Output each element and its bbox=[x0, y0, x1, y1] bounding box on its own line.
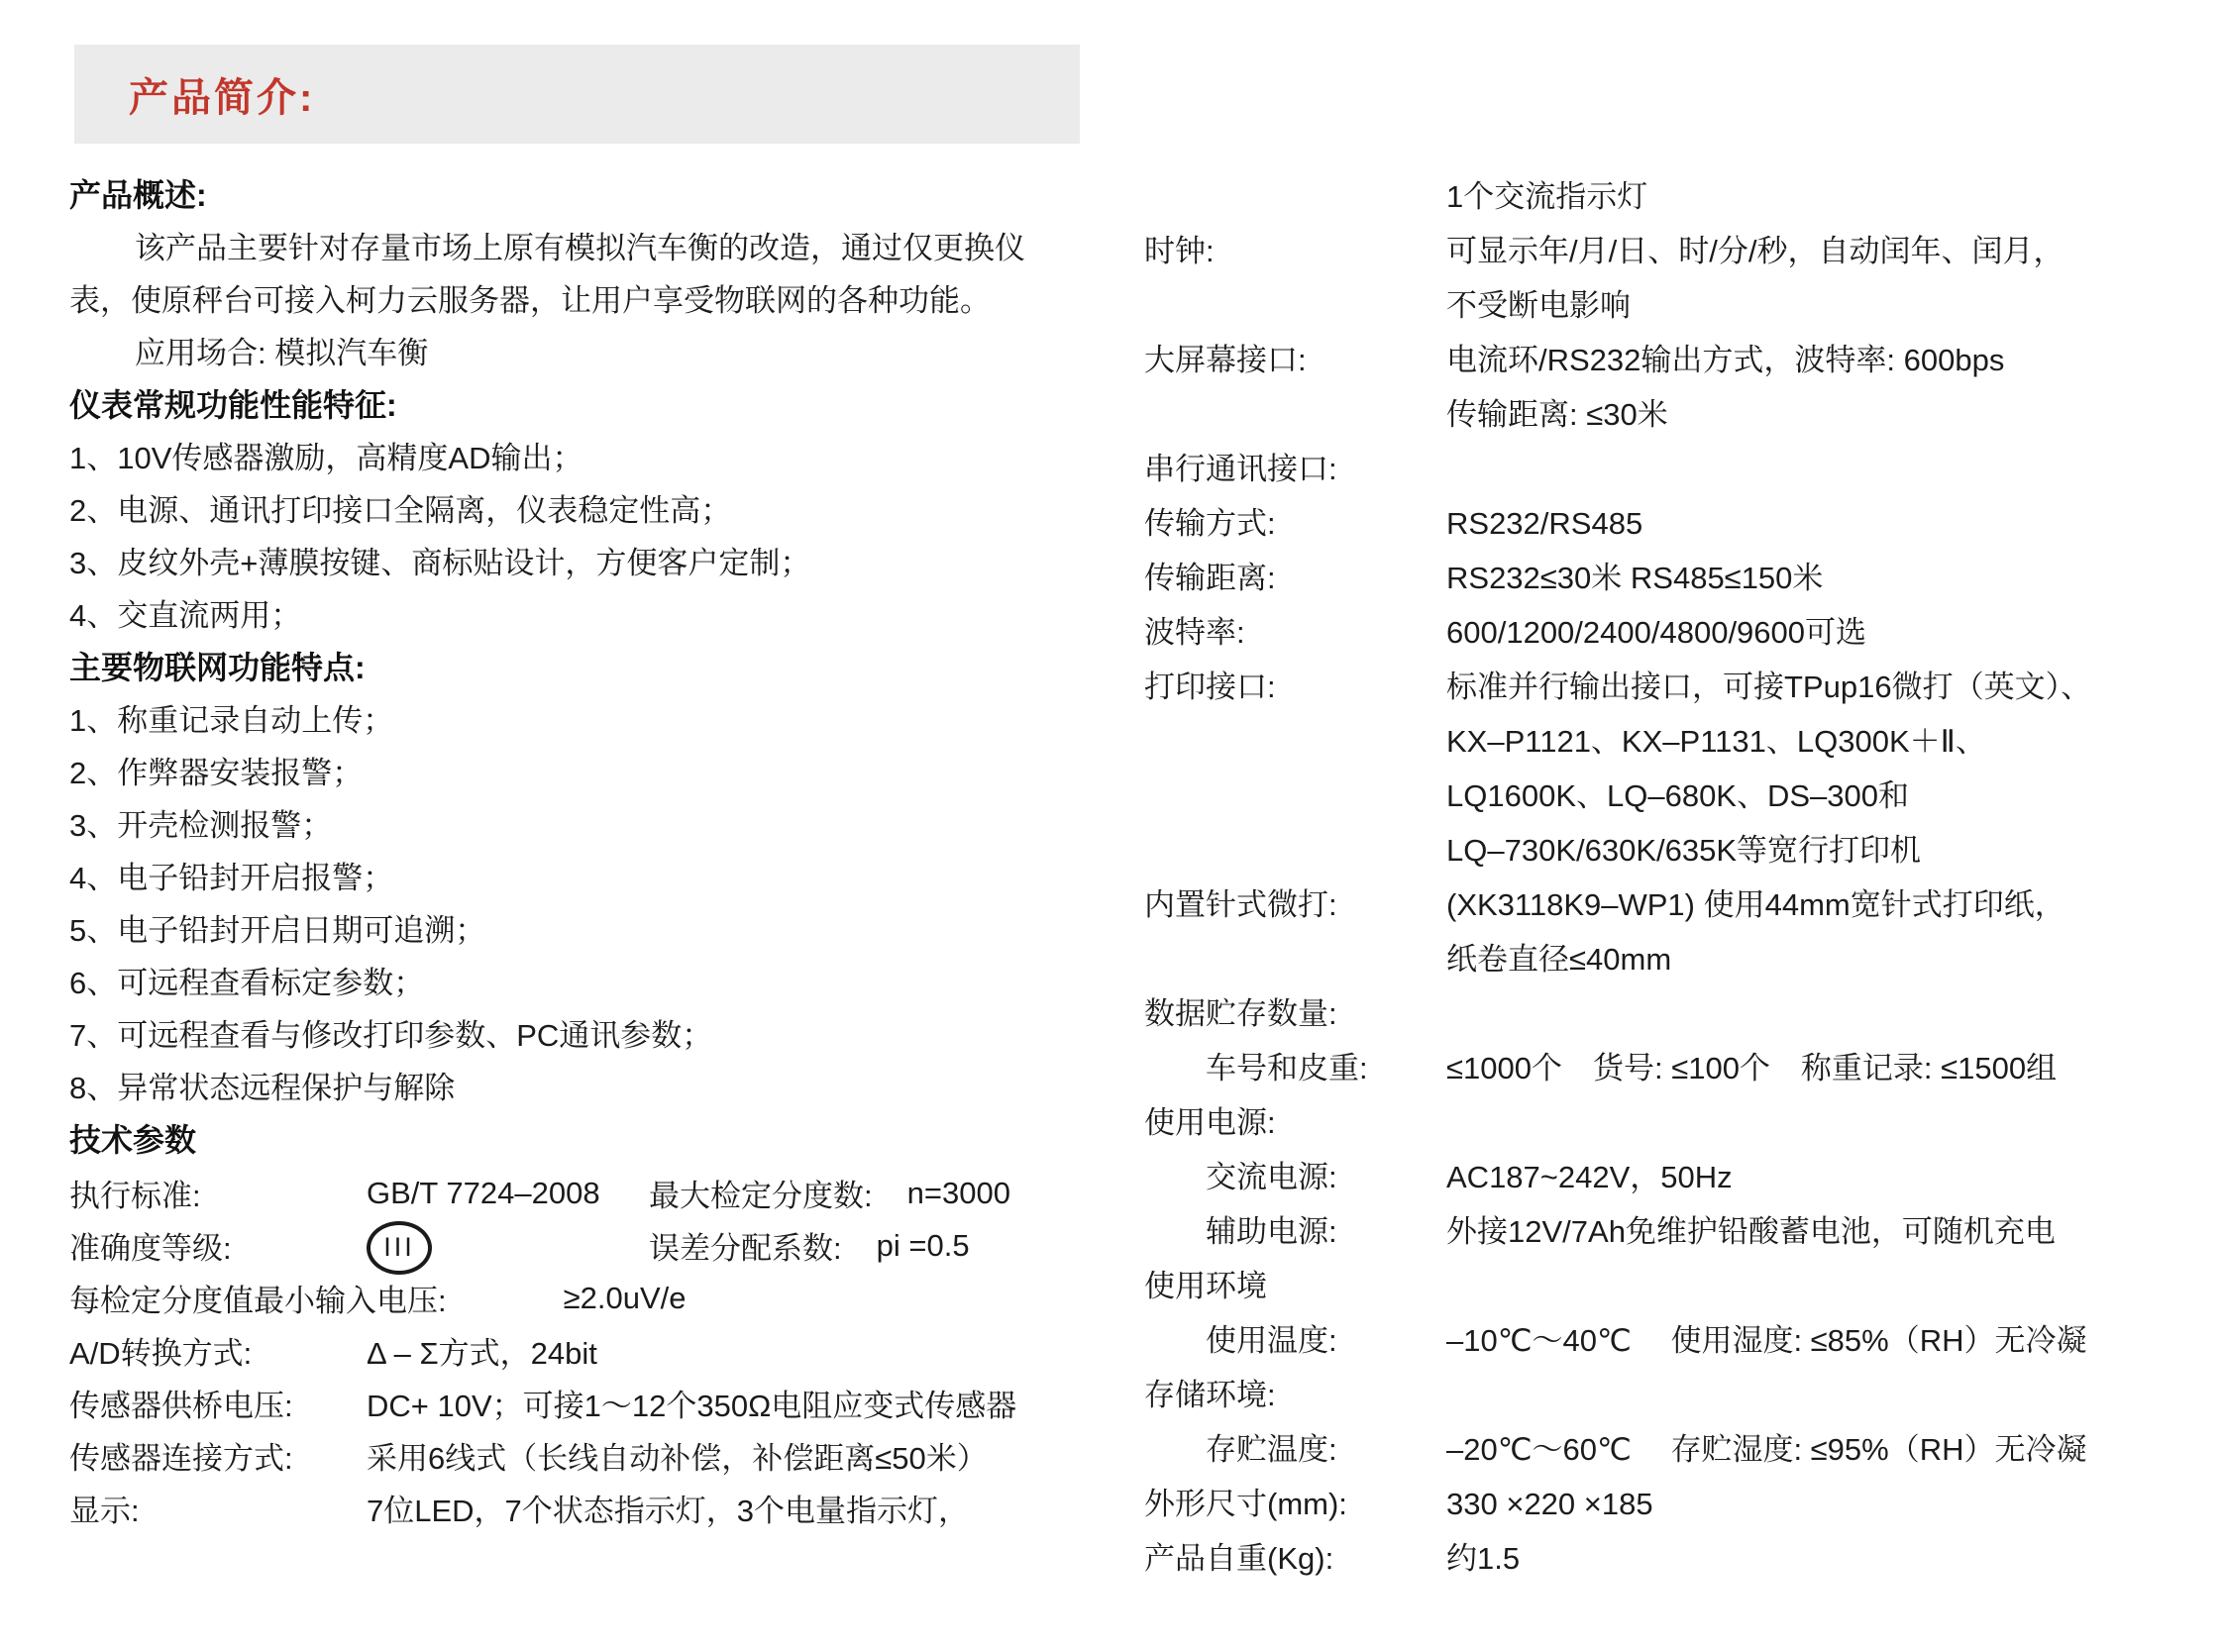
spec-value: AC187~242V，50Hz bbox=[1446, 1160, 1733, 1194]
spec-label: 波特率: bbox=[1144, 615, 1245, 650]
spec-label: 车号和皮重: bbox=[1206, 1051, 1368, 1085]
row-ac-indicator bbox=[1144, 169, 2223, 224]
spec-value: 纸卷直径≤40mm bbox=[1446, 942, 1672, 977]
row-clock bbox=[1144, 224, 2223, 333]
spec-label: 交流电源: bbox=[1206, 1160, 1337, 1194]
spec-label: 串行通讯接口: bbox=[1144, 452, 1337, 486]
spec-label: 产品自重(Kg): bbox=[1144, 1541, 1334, 1576]
row-truck-tare bbox=[1144, 1041, 2223, 1095]
spec-label: 误差分配系数: bbox=[649, 1231, 842, 1266]
spec-label: A/D转换方式: bbox=[69, 1336, 253, 1371]
page-title: 产品简介: bbox=[129, 75, 316, 120]
spec-value: LQ1600K、LQ–680K、DS–300和 bbox=[1446, 778, 1910, 813]
tech-row-ad-conversion bbox=[69, 1324, 1060, 1377]
spec-label: 辅助电源: bbox=[1206, 1214, 1337, 1249]
spec-value: –10℃～40℃ 使用湿度: ≤85%（RH）无冷凝 bbox=[1446, 1323, 2087, 1358]
spec-value: 标准并行输出接口，可接TPup16微打（英文）、 bbox=[1446, 670, 2092, 704]
tech-row-standard bbox=[69, 1167, 1060, 1219]
spec-value: 约1.5 bbox=[1446, 1541, 1521, 1576]
overview-paragraph-line: 该产品主要针对存量市场上原有模拟汽车衡的改造，通过仅更换仪 bbox=[135, 231, 1025, 265]
tech-row-bridge-voltage bbox=[69, 1377, 1060, 1429]
row-baud-rate bbox=[1144, 605, 2223, 660]
spec-value: 采用6线式（长线自动补偿，补偿距离≤50米） bbox=[367, 1441, 988, 1476]
spec-label: 存贮温度: bbox=[1206, 1432, 1337, 1467]
two-column-content bbox=[0, 169, 2223, 1586]
tech-heading: 技术参数 bbox=[69, 1122, 197, 1158]
spec-value: ≥2.0uV/e bbox=[563, 1280, 687, 1315]
accuracy-class-iii-symbol: III bbox=[367, 1221, 432, 1275]
feature-item: 4、交直流两用； bbox=[69, 598, 302, 633]
row-builtin-printer bbox=[1144, 878, 2223, 986]
tech-row-sensor-connection bbox=[69, 1429, 1060, 1482]
feature-item: 2、电源、通讯打印接口全隔离，仪表稳定性高； bbox=[69, 493, 732, 528]
spec-value: 可显示年/月/日、时/分/秒，自动闰年、闰月， bbox=[1446, 234, 2064, 268]
spec-value: GB/T 7724–2008 bbox=[367, 1175, 600, 1210]
features-heading: 仪表常规功能性能特征: bbox=[69, 387, 397, 423]
row-dimensions bbox=[1144, 1477, 2223, 1531]
spec-value: 不受断电影响 bbox=[1446, 288, 1631, 323]
spec-label: 传感器连接方式: bbox=[69, 1441, 293, 1476]
spec-label: 显示: bbox=[69, 1494, 140, 1528]
spec-value bbox=[367, 1219, 649, 1273]
spec-value: 600/1200/2400/4800/9600可选 bbox=[1446, 615, 1867, 650]
right-column bbox=[1144, 169, 2223, 1586]
row-transmission-mode bbox=[1144, 496, 2223, 551]
row-print-interface bbox=[1144, 660, 2223, 878]
spec-label: 大屏幕接口: bbox=[1144, 343, 1307, 377]
spec-label: 使用温度: bbox=[1206, 1323, 1337, 1358]
spec-value: LQ–730K/630K/635K等宽行打印机 bbox=[1446, 833, 1922, 868]
spec-value: 7位LED，7个状态指示灯，3个电量指示灯， bbox=[367, 1494, 970, 1528]
row-data-storage bbox=[1144, 986, 2223, 1041]
spec-label: 最大检定分度数: bbox=[649, 1179, 873, 1213]
spec-value: 外接12V/7Ah免维护铅酸蓄电池，可随机充电 bbox=[1446, 1214, 2056, 1249]
spec-label: 使用电源: bbox=[1144, 1105, 1276, 1140]
spec-label: 数据贮存数量: bbox=[1144, 996, 1337, 1031]
spec-label: 准确度等级: bbox=[69, 1231, 232, 1266]
spec-label: 传输距离: bbox=[1144, 561, 1276, 595]
product-spec-document bbox=[0, 45, 2223, 1652]
feature-item: 3、皮纹外壳+薄膜按键、商标贴设计，方便客户定制； bbox=[69, 546, 811, 580]
application-line: 应用场合: 模拟汽车衡 bbox=[135, 336, 429, 370]
row-serial-interface bbox=[1144, 442, 2223, 496]
row-operating-temperature bbox=[1144, 1313, 2223, 1368]
iot-item: 1、称重记录自动上传； bbox=[69, 703, 394, 738]
spec-label bbox=[1144, 169, 1446, 224]
spec-value: 330 ×220 ×185 bbox=[1446, 1487, 1653, 1521]
spec-label: 内置针式微打: bbox=[1144, 887, 1337, 922]
spec-label: 存储环境: bbox=[1144, 1378, 1276, 1412]
row-storage-environment bbox=[1144, 1368, 2223, 1422]
spec-value: ≤1000个 货号: ≤100个 称重记录: ≤1500组 bbox=[1446, 1051, 2058, 1085]
iot-item: 3、开壳检测报警； bbox=[69, 808, 333, 843]
iot-item: 2、作弊器安装报警； bbox=[69, 756, 364, 790]
spec-value: 电流环/RS232输出方式，波特率: 600bps bbox=[1446, 343, 2005, 377]
row-big-screen-interface bbox=[1144, 333, 2223, 442]
spec-value: KX–P1121、KX–P1131、LQ300K＋Ⅱ、 bbox=[1446, 724, 1986, 759]
spec-label: 每检定分度值最小输入电压: bbox=[69, 1284, 447, 1318]
row-transmission-distance bbox=[1144, 551, 2223, 605]
spec-value: pi =0.5 bbox=[876, 1227, 970, 1263]
spec-label: 外形尺寸(mm): bbox=[1144, 1487, 1347, 1521]
spec-value: (XK3118K9–WP1) 使用44mm宽针式打印纸， bbox=[1446, 887, 2065, 922]
tech-row-accuracy bbox=[69, 1219, 1060, 1272]
feature-item: 1、10V传感器激励，高精度AD输出； bbox=[69, 441, 583, 475]
spec-value: Δ – Σ方式，24bit bbox=[367, 1336, 597, 1371]
spec-value: RS232/RS485 bbox=[1446, 506, 1643, 541]
row-operating-environment bbox=[1144, 1259, 2223, 1313]
spec-value: RS232≤30米 RS485≤150米 bbox=[1446, 561, 1824, 595]
row-product-weight bbox=[1144, 1531, 2223, 1586]
spec-value: 传输距离: ≤30米 bbox=[1446, 397, 1668, 432]
spec-label: 打印接口: bbox=[1144, 670, 1276, 704]
spec-value: n=3000 bbox=[906, 1175, 1010, 1210]
overview-heading: 产品概述: bbox=[69, 177, 207, 213]
row-ac-power bbox=[1144, 1150, 2223, 1204]
section-title-banner bbox=[74, 45, 1080, 144]
iot-item: 4、电子铅封开启报警； bbox=[69, 861, 394, 895]
row-auxiliary-power bbox=[1144, 1204, 2223, 1259]
tech-row-min-input-voltage bbox=[69, 1272, 1060, 1324]
spec-label: 传输方式: bbox=[1144, 506, 1276, 541]
spec-label: 执行标准: bbox=[69, 1179, 201, 1213]
row-power-supply bbox=[1144, 1095, 2223, 1150]
spec-value: DC+ 10V；可接1～12个350Ω电阻应变式传感器 bbox=[367, 1389, 1017, 1423]
left-column bbox=[69, 169, 1060, 1586]
iot-item: 7、可远程查看与修改打印参数、PC通讯参数； bbox=[69, 1018, 713, 1053]
overview-paragraph-line: 表，使原秤台可接入柯力云服务器，让用户享受物联网的各种功能。 bbox=[69, 283, 991, 318]
spec-label: 传感器供桥电压: bbox=[69, 1389, 293, 1423]
tech-row-display bbox=[69, 1482, 1060, 1534]
iot-item: 8、异常状态远程保护与解除 bbox=[69, 1071, 456, 1105]
iot-item: 6、可远程查看标定参数； bbox=[69, 966, 425, 1000]
spec-value: 1个交流指示灯 bbox=[1446, 179, 1648, 214]
iot-heading: 主要物联网功能特点: bbox=[69, 650, 366, 685]
spec-label: 时钟: bbox=[1144, 234, 1215, 268]
row-storage-temperature bbox=[1144, 1422, 2223, 1477]
spec-value: –20℃～60℃ 存贮湿度: ≤95%（RH）无冷凝 bbox=[1446, 1432, 2087, 1467]
spec-label: 使用环境 bbox=[1144, 1269, 1267, 1303]
iot-item: 5、电子铅封开启日期可追溯； bbox=[69, 913, 486, 948]
